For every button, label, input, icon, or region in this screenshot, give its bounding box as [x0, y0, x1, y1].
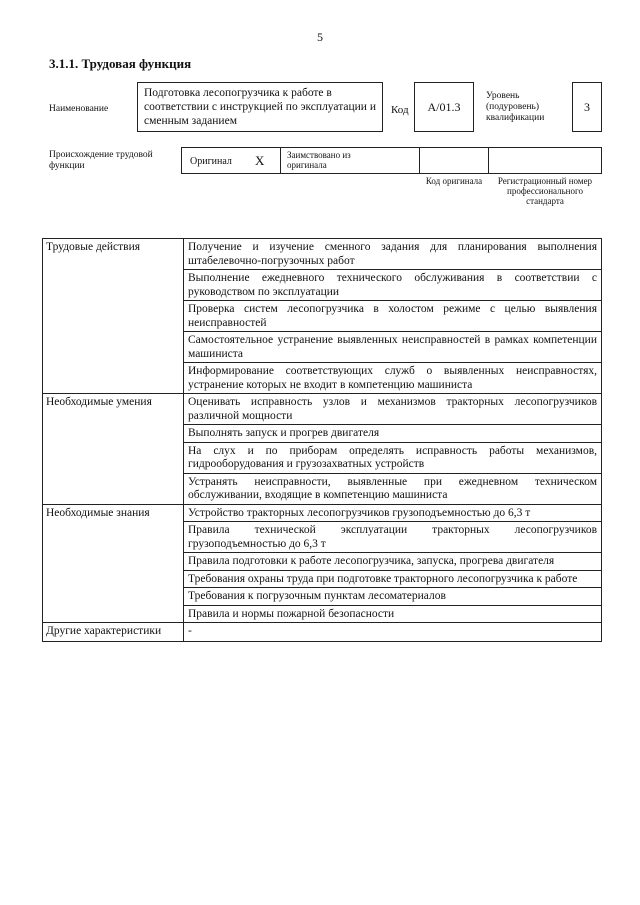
reg-caption: Регистрационный номер профессионального стандарта	[497, 176, 593, 206]
original-mark: Х	[255, 153, 265, 168]
original-box	[181, 147, 281, 174]
table-row	[43, 239, 602, 270]
table-cell: Проверка систем лесопогрузчика в холостом режиме с целью выявления неисправностей	[184, 301, 602, 332]
original-label: Оригинал	[190, 156, 232, 167]
code-caption: Код оригинала	[425, 176, 483, 186]
table-cell: -	[184, 623, 602, 642]
section-required-skills: Необходимые умения	[43, 394, 184, 505]
function-name-value: Подготовка лесопогрузчика к работе в соответствии с инструкцией по эксплуатации и сменным заданием	[144, 87, 376, 127]
table-cell: Получение и изучение сменного задания для планирования выполнения штабелевочно-погрузочных работ	[184, 239, 602, 270]
code-label: Код	[391, 104, 409, 116]
original-code-box	[419, 147, 489, 174]
borrowed-label: Заимствовано из оригинала	[287, 150, 351, 170]
table-cell: Оценивать исправность узлов и механизмов тракторных лесопогрузчиков различной мощности	[184, 394, 602, 425]
reg-number-box	[488, 147, 602, 174]
table-cell: Выполнять запуск и прогрев двигателя	[184, 425, 602, 443]
table-row	[43, 623, 602, 642]
table-cell: Самостоятельное устранение выявленных неисправностей в рамках компетенции машиниста	[184, 332, 602, 363]
code-value: А/01.3	[427, 99, 461, 114]
table-cell: Правила и нормы пожарной безопасности	[184, 605, 602, 623]
level-label: Уровень (подуровень) квалификации	[486, 91, 545, 123]
section-other-characteristics: Другие характеристики	[43, 623, 184, 642]
table-cell: Правила подготовки к работе лесопогрузчика, запуска, прогрева двигателя	[184, 553, 602, 571]
origin-label: Происхождение трудовой функции	[49, 150, 153, 171]
table-cell: Требования к погрузочным пунктам лесоматериалов	[184, 588, 602, 606]
level-box	[572, 82, 602, 132]
section-labor-actions: Трудовые действия	[43, 239, 184, 394]
code-box	[414, 82, 474, 132]
table-cell: Информирование соответствующих служб о выявленных неисправностях, устранение которых не входит в компетенцию машиниста	[184, 363, 602, 394]
table-cell: Правила технической эксплуатации тракторных лесопогрузчиков грузоподъемностью до 6,3 т	[184, 522, 602, 553]
table-cell: На слух и по приборам определять исправность работы механизмов, гидрооборудования и грузозахватных устройств	[184, 442, 602, 473]
table-cell: Требования охраны труда при подготовке тракторного лесопогрузчика к работе	[184, 570, 602, 588]
level-value: 3	[584, 99, 590, 114]
table-cell: Выполнение ежедневного технического обслуживания в соответствии с руководством по эксплуатации	[184, 270, 602, 301]
function-name-box	[137, 82, 383, 132]
name-label: Наименование	[49, 104, 109, 114]
page-number: 5	[317, 30, 323, 44]
table-row	[43, 394, 602, 425]
section-required-knowledge: Необходимые знания	[43, 504, 184, 623]
table-cell: Устранять неисправности, выявленные при ежедневном техническом обслуживании, входящие в компетенцию машиниста	[184, 473, 602, 504]
table-cell: Устройство тракторных лесопогрузчиков грузоподъемностью до 6,3 т	[184, 504, 602, 522]
function-table	[42, 238, 602, 642]
borrowed-box	[280, 147, 420, 174]
table-row	[43, 504, 602, 522]
section-title: 3.1.1. Трудовая функция	[49, 56, 192, 71]
